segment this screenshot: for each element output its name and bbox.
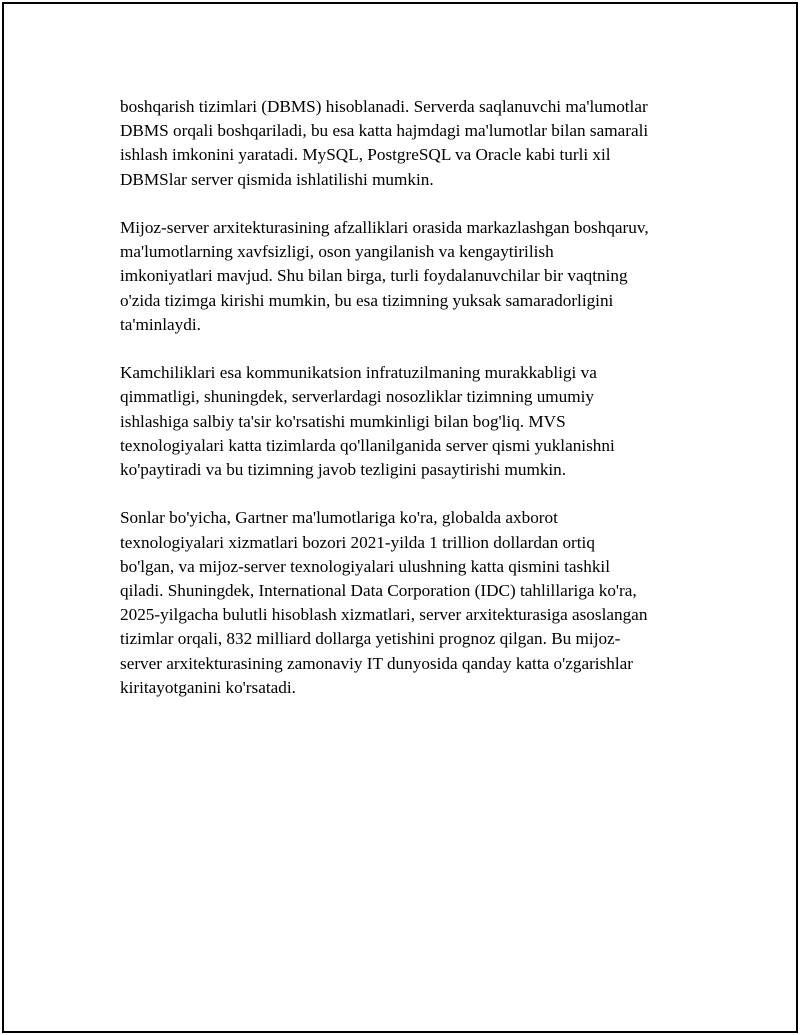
text-line: ta'minlaydi. [120, 314, 201, 334]
text-line: DBMSlar server qismida ishlatilishi mumkin. [120, 169, 434, 189]
text-line: Kamchiliklari esa kommunikatsion infratuzilmaning murakkabligi va [120, 363, 597, 383]
text-line: qimmatligi, shuningdek, serverlardagi nosozliklar tizimning umumiy [120, 387, 595, 407]
text-line: kiritayotganini ko'rsatadi. [120, 677, 296, 697]
text-line: DBMS orqali boshqariladi, bu esa katta hajmdagi ma'lumotlar bilan samarali [120, 121, 649, 141]
text-line: tizimlar orqali, 832 milliard dollarga yetishini prognoz qilgan. Bu mijoz- [120, 629, 621, 649]
text-line: texnologiyalari xizmatlari bozori 2021-yilda 1 trillion dollardan ortiq [120, 532, 595, 552]
text-line: imkoniyatlari mavjud. Shu bilan birga, turli foydalanuvchilar bir vaqtning [120, 266, 628, 286]
paragraph-disadvantages [120, 361, 690, 482]
paragraph-advantages [120, 216, 690, 337]
paragraph-dbms [120, 95, 690, 192]
text-line: ishlash imkonini yaratadi. MySQL, PostgreSQL va Oracle kabi turli xil [120, 145, 611, 165]
text-line: o'zida tizimga kirishi mumkin, bu esa tizimning yuksak samaradorligini [120, 290, 614, 310]
text-line: ma'lumotlarning xavfsizligi, oson yangilanish va kengaytirilish [120, 242, 554, 262]
document-body [120, 95, 690, 724]
text-line: boshqarish tizimlari (DBMS) hisoblanadi. Serverda saqlanuvchi ma'lumotlar [120, 97, 648, 116]
text-line: server arxitekturasining zamonaviy IT dunyosida qanday katta o'zgarishlar [120, 653, 633, 673]
text-line: Mijoz-server arxitekturasining afzalliklari orasida markazlashgan boshqaruv, [120, 218, 649, 237]
text-line: ko'paytiradi va bu tizimning javob tezligini pasaytirishi mumkin. [120, 460, 567, 480]
text-line: qiladi. Shuningdek, International Data Corporation (IDC) tahlillariga ko'ra, [120, 581, 637, 601]
text-line: ishlashiga salbiy ta'sir ko'rsatishi mumkinligi bilan bog'liq. MVS [120, 411, 566, 431]
text-line: 2025-yilgacha bulutli hisoblash xizmatlari, server arxitekturasiga asoslangan [120, 605, 648, 625]
document-page [2, 2, 798, 1033]
text-line: texnologiyalari katta tizimlarda qo'llanilganida server qismi yuklanishni [120, 435, 615, 455]
text-line: bo'lgan, va mijoz-server texnologiyalari ulushning katta qismini tashkil [120, 556, 610, 576]
text-line: Sonlar bo'yicha, Gartner ma'lumotlariga ko'ra, globalda axborot [120, 508, 558, 528]
paragraph-statistics [120, 506, 690, 700]
